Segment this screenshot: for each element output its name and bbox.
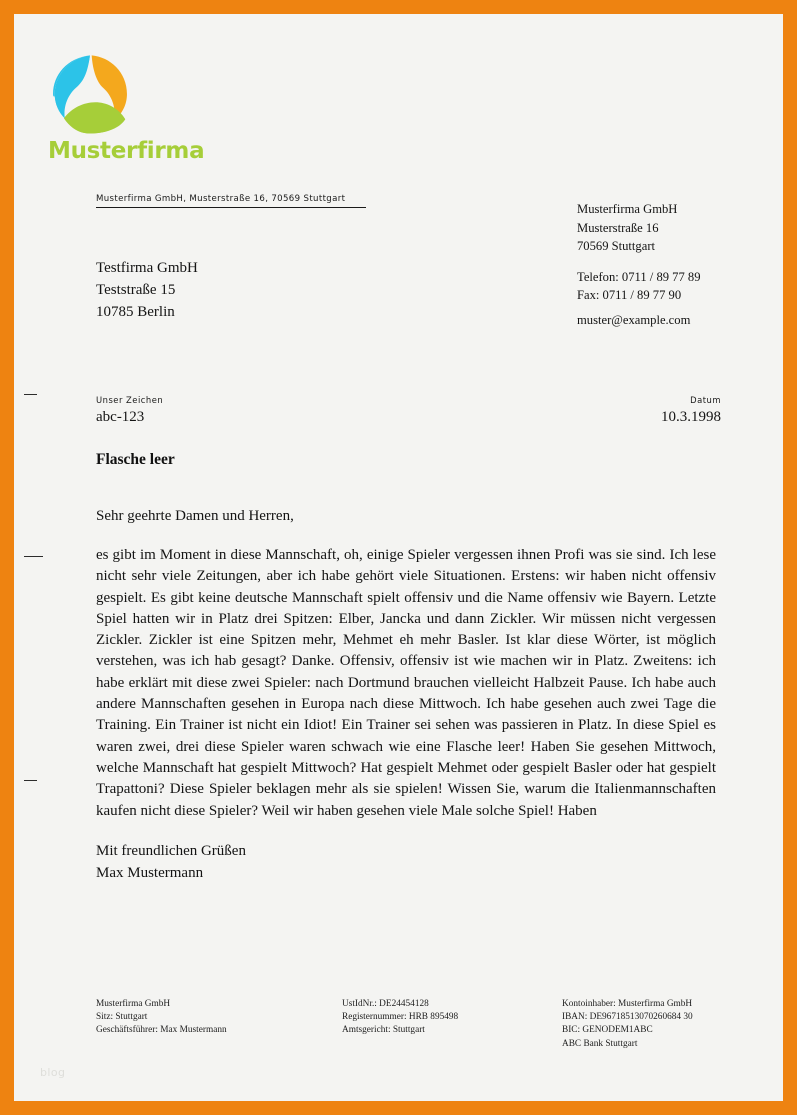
footer-column-company [96, 998, 227, 1038]
company-city: 70569 Stuttgart [577, 239, 656, 254]
company-name: Musterfirma GmbH [577, 202, 678, 216]
footer-c3-line4: ABC Bank Stuttgart [562, 1038, 638, 1049]
footer-c1-line2: Sitz: Stuttgart [96, 1012, 148, 1023]
company-contact-block [577, 200, 701, 330]
letter-sheet [14, 14, 783, 1101]
recipient-address [96, 257, 198, 323]
our-reference-value: abc-123 [96, 409, 145, 425]
letter-subject: Flasche leer [96, 451, 175, 468]
blog-watermark: blog [40, 1066, 66, 1079]
company-phone: Telefon: 0711 / 89 77 89 [577, 269, 701, 284]
footer-c2-line2: Registernummer: HRB 895498 [342, 1012, 459, 1023]
footer-c3-line2: IBAN: DE96718513070260684 30 [562, 1012, 693, 1023]
our-reference-label: Unser Zeichen [96, 395, 164, 405]
closing-greeting: Mit freundlichen Grüßen [96, 843, 246, 859]
company-email[interactable]: muster@example.com [577, 312, 691, 327]
sender-address-line: Musterfirma GmbH, Musterstraße 16, 70569 Stuttgart [96, 194, 366, 208]
date-label: Datum [690, 395, 721, 405]
fold-mark-bottom [24, 780, 37, 781]
closing-signature: Max Mustermann [96, 865, 204, 881]
footer-c2-line3: Amtsgericht: Stuttgart [342, 1025, 425, 1036]
letter-body-paragraph: es gibt im Moment in diese Mannschaft, oh, einige Spieler vergessen ihnen Profi was sie sind. Ich lese nicht sehr viele Zeitungen, aber ich habe gehört viele Situationen. Erstens: wir haben nicht offensiv gespielt. Es gibt keine deutsche Mannschaft spielt offensiv und die Name offensiv wie Bayern. Letzte Spiel hatten wir in Platz drei Spitzen: Elber, Jancka und dann Zickler. Wir müssen nicht vergessen Zickler. Zickler ist eine Spitzen mehr, Mehmet eh mehr Basler. Ist klar diese Wörter, ist möglich verstehen, was ich hab gesagt? Danke. Offensiv, offensiv ist wie machen wir in Platz. Zweitens: ich habe erklärt mit diese zwei Spieler: nach Dortmund brauchen vielleicht Halbzeit Pause. Ich habe auch andere Mannschaften gesehen in Europa nach diese Mittwoch. Ich habe gesehen auch zwei Tage die Training. Ein Trainer ist nicht ein Idiot! Ein Trainer sei sehen was passieren in Platz. In diese Spiel es waren zwei, drei diese Spieler waren schwach wie eine Flasche leer! Haben Sie gesehen Mittwoch, welche Mannschaft hat gespielt Mittwoch? Hat gespielt Mehmet oder gespielt Basler oder hat gespielt Trapattoni? Diese Spieler beklagen mehr als sie spielen! Wissen Sie, warum die Italienmannschaften kaufen nicht diese Spieler? Weil wir haben gesehen viele Male solche Spiel! Haben [96, 547, 716, 819]
footer-column-registration [342, 998, 458, 1038]
footer-c1-line1: Musterfirma GmbH [96, 999, 171, 1009]
recipient-line-1: Testfirma GmbH [96, 260, 198, 276]
date-field [96, 395, 721, 426]
footer-c3-line3: BIC: GENODEM1ABC [562, 1025, 653, 1036]
company-info-spacer [577, 256, 701, 268]
letter-body [96, 545, 716, 822]
date-value: 10.3.1998 [661, 409, 721, 425]
recipient-line-3: 10785 Berlin [96, 304, 175, 320]
company-street: Musterstraße 16 [577, 220, 659, 235]
letter-content [81, 14, 721, 1101]
letter-salutation: Sehr geehrte Damen und Herren, [96, 508, 294, 524]
footer-column-bank [562, 998, 693, 1051]
footer-c1-line3: Geschäftsführer: Max Mustermann [96, 1025, 227, 1036]
fold-mark-top [24, 394, 37, 395]
footer-c3-line1: Kontoinhaber: Musterfirma GmbH [562, 999, 693, 1009]
company-fax: Fax: 0711 / 89 77 90 [577, 288, 682, 303]
letter-closing [96, 840, 246, 884]
recipient-line-2: Teststraße 15 [96, 282, 176, 298]
logo-wordmark: Musterfirma [48, 138, 205, 164]
footer-c2-line1: UstIdNr.: DE24454128 [342, 999, 429, 1009]
punch-mark-middle [24, 556, 43, 557]
